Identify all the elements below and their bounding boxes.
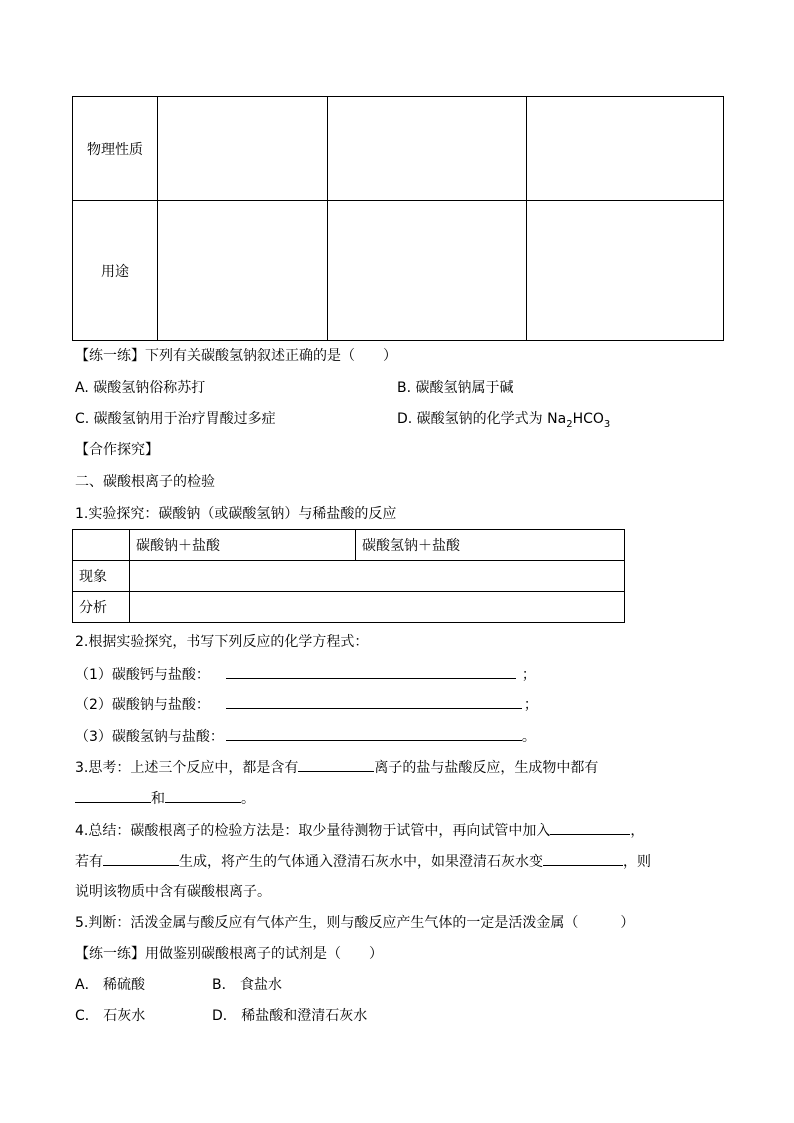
q4-line1: 4.总结：碳酸根离子的检验方法是：取少量待测物于试管中，再向试管中加入 ， bbox=[75, 820, 644, 841]
practice1-prompt: 【练一练】下列有关碳酸氢钠叙述正确的是（ ） bbox=[75, 348, 397, 364]
experiment-table bbox=[72, 529, 625, 623]
property-table bbox=[72, 96, 724, 341]
practice1-option-d: D. 碳酸氢钠的化学式为 $Na_2HCO_3$ bbox=[397, 411, 611, 430]
table-cell bbox=[527, 201, 724, 341]
practice2-option-a: A． 稀硫酸 bbox=[75, 977, 146, 993]
practice2-option-b: B． 食盐水 bbox=[212, 977, 283, 993]
q2-item-1: （1）碳酸钙与盐酸： ； bbox=[75, 664, 536, 685]
answer-blank[interactable] bbox=[550, 820, 630, 835]
practice2-option-d: D． 稀盐酸和澄清石灰水 bbox=[212, 1008, 368, 1024]
coop-heading: 【合作探究】 bbox=[75, 442, 159, 458]
row-label-physical: 物理性质 bbox=[73, 97, 158, 201]
q1-text: 1.实验探究：碳酸钠（或碳酸氢钠）与稀盐酸的反应 bbox=[75, 506, 397, 522]
row-label-phenomenon: 现象 bbox=[73, 561, 130, 592]
answer-blank[interactable] bbox=[165, 788, 241, 803]
section2-title: 二、碳酸根离子的检验 bbox=[75, 474, 215, 490]
q3-line2: 和 。 bbox=[75, 788, 255, 809]
answer-blank[interactable] bbox=[226, 694, 522, 709]
row-label-use: 用途 bbox=[73, 201, 158, 341]
practice2-option-c: C． 石灰水 bbox=[75, 1008, 146, 1024]
table-cell bbox=[158, 97, 328, 201]
q2-item-3: （3）碳酸氢钠与盐酸： 。 bbox=[75, 726, 536, 747]
table-cell bbox=[158, 201, 328, 341]
answer-blank[interactable] bbox=[543, 851, 623, 866]
row-label-analysis: 分析 bbox=[73, 592, 130, 623]
practice1-option-a: A. 碳酸氢钠俗称苏打 bbox=[75, 380, 206, 396]
practice2-prompt: 【练一练】用做鉴别碳酸根离子的试剂是（ ） bbox=[75, 946, 383, 962]
practice1-option-b: B. 碳酸氢钠属于碱 bbox=[397, 380, 514, 396]
q3-line1: 3.思考：上述三个反应中，都是含有 离子的盐与盐酸反应，生成物中都有 bbox=[75, 757, 598, 778]
table-cell bbox=[73, 530, 130, 561]
answer-blank[interactable] bbox=[298, 757, 374, 772]
q4-line2: 若有 生成，将产生的气体通入澄清石灰水中，如果澄清石灰水变 ，则 bbox=[75, 851, 651, 872]
q5-text: 5.判断：活泼金属与酸反应有气体产生，则与酸反应产生气体的一定是活泼金属（ ） bbox=[75, 915, 635, 931]
answer-blank[interactable] bbox=[226, 664, 516, 679]
answer-blank[interactable] bbox=[75, 788, 151, 803]
header-sodium-bicarbonate: 碳酸氢钠＋盐酸 bbox=[356, 530, 625, 561]
table-cell bbox=[328, 201, 527, 341]
practice1-option-c: C. 碳酸氢钠用于治疗胃酸过多症 bbox=[75, 411, 276, 427]
answer-blank[interactable] bbox=[226, 726, 522, 741]
q2-item-2: （2）碳酸钠与盐酸： ； bbox=[75, 694, 538, 715]
table-cell bbox=[130, 561, 625, 592]
q4-line3: 说明该物质中含有碳酸根离子。 bbox=[75, 884, 271, 900]
answer-blank[interactable] bbox=[103, 851, 179, 866]
q2-text: 2.根据实验探究，书写下列反应的化学方程式： bbox=[75, 634, 369, 650]
table-cell bbox=[328, 97, 527, 201]
table-cell bbox=[527, 97, 724, 201]
table-cell bbox=[130, 592, 625, 623]
header-sodium-carbonate: 碳酸钠＋盐酸 bbox=[130, 530, 356, 561]
